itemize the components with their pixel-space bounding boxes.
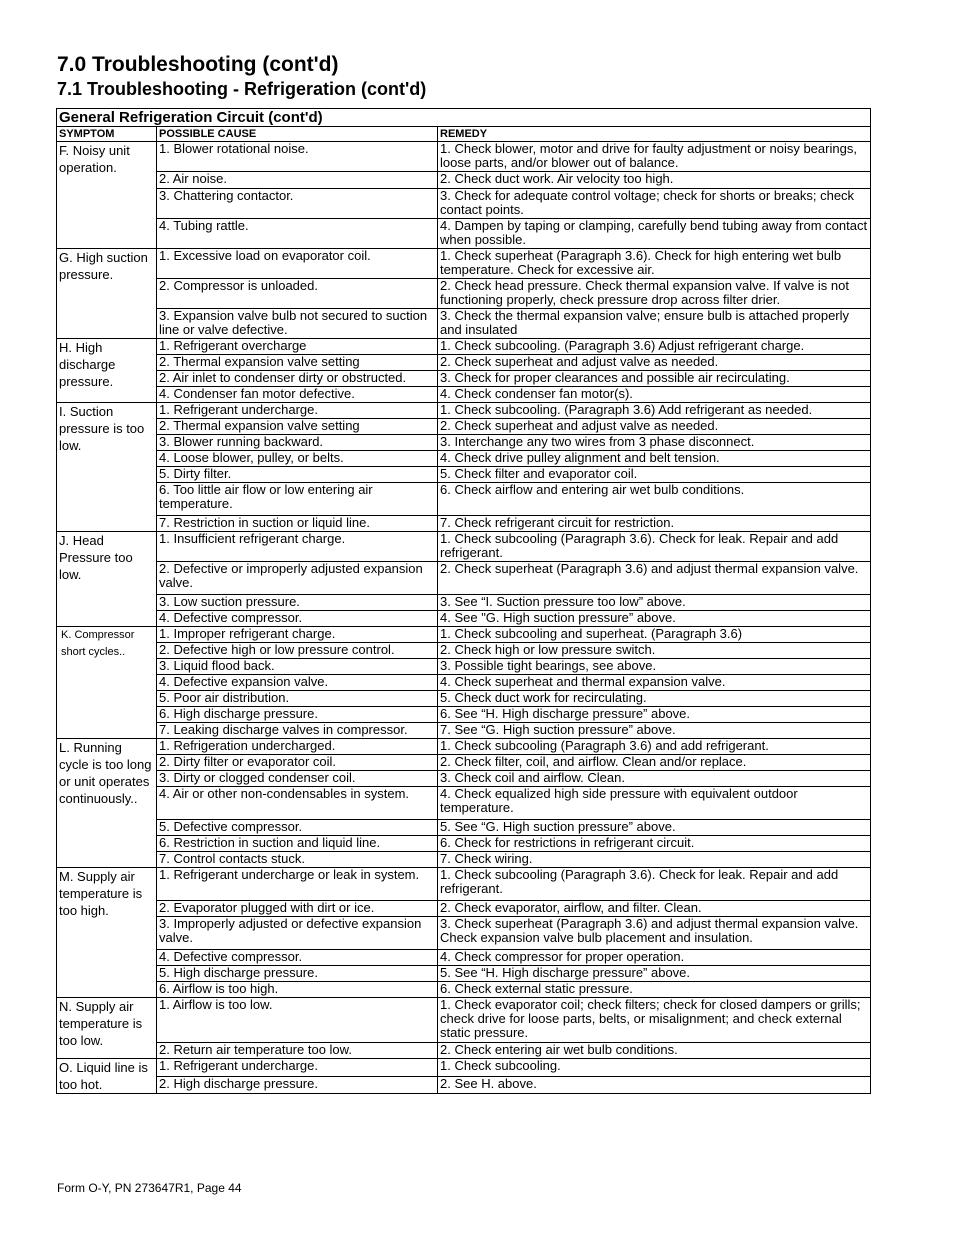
column-header-symptom: SYMPTOM — [57, 127, 157, 142]
table-row — [57, 691, 871, 707]
table-caption: General Refrigeration Circuit (cont'd) — [57, 109, 871, 127]
cause-cell: 4. Condenser fan motor defective. — [157, 387, 438, 403]
cause-cell: 2. High discharge pressure. — [157, 1076, 438, 1094]
cause-cell: 2. Return air temperature too low. — [157, 1043, 438, 1059]
cause-cell: 2. Air noise. — [157, 172, 438, 189]
column-header-remedy: REMEDY — [438, 127, 871, 142]
remedy-cell: 4. Check compressor for proper operation. — [438, 950, 871, 966]
section-subtitle: 7.1 Troubleshooting - Refrigeration (cont'd) — [57, 79, 427, 99]
cause-cell: 1. Refrigerant undercharge or leak in system. — [157, 868, 438, 901]
remedy-cell: 7. Check refrigerant circuit for restriction. — [438, 516, 871, 532]
table-header-row — [57, 127, 871, 142]
table-row — [57, 966, 871, 982]
table-row — [57, 172, 871, 189]
cause-cell: 6. Restriction in suction and liquid line. — [157, 836, 438, 852]
cause-cell: 3. Improperly adjusted or defective expansion valve. — [157, 917, 438, 950]
remedy-cell: 5. Check duct work for recirculating. — [438, 691, 871, 707]
troubleshooting-table — [56, 108, 871, 1094]
table-row — [57, 707, 871, 723]
symptom-cell: G. High suction pressure. — [57, 249, 157, 339]
table-row — [57, 516, 871, 532]
table-row — [57, 219, 871, 249]
remedy-cell: 2. Check duct work. Air velocity too high. — [438, 172, 871, 189]
cause-cell: 1. Blower rotational noise. — [157, 142, 438, 172]
table-row — [57, 451, 871, 467]
table-row — [57, 1043, 871, 1059]
cause-cell: 5. Poor air distribution. — [157, 691, 438, 707]
table-row — [57, 142, 871, 172]
remedy-cell: 2. See H. above. — [438, 1076, 871, 1094]
cause-cell: 3. Dirty or clogged condenser coil. — [157, 771, 438, 787]
remedy-cell: 3. See “I. Suction pressure too low” above. — [438, 595, 871, 611]
cause-cell: 7. Restriction in suction or liquid line. — [157, 516, 438, 532]
cause-cell: 7. Control contacts stuck. — [157, 852, 438, 868]
table-row — [57, 309, 871, 339]
cause-cell: 3. Blower running backward. — [157, 435, 438, 451]
cause-cell: 1. Improper refrigerant charge. — [157, 627, 438, 643]
remedy-cell: 2. Check entering air wet bulb conditions. — [438, 1043, 871, 1059]
remedy-cell: 6. Check for restrictions in refrigerant circuit. — [438, 836, 871, 852]
table-row — [57, 868, 871, 901]
table-row — [57, 532, 871, 562]
remedy-cell: 4. Check condenser fan motor(s). — [438, 387, 871, 403]
remedy-cell: 3. Check superheat (Paragraph 3.6) and adjust thermal expansion valve. Check expansion valve bulb placement and insulation. — [438, 917, 871, 950]
symptom-cell: N. Supply air temperature is too low. — [57, 998, 157, 1059]
remedy-cell: 1. Check blower, motor and drive for faulty adjustment or noisy bearings, loose parts, and/or blower out of balance. — [438, 142, 871, 172]
table-row — [57, 435, 871, 451]
remedy-cell: 1. Check subcooling. (Paragraph 3.6) Adjust refrigerant charge. — [438, 339, 871, 355]
cause-cell: 1. Refrigeration undercharged. — [157, 739, 438, 755]
table-row — [57, 950, 871, 966]
cause-cell: 6. High discharge pressure. — [157, 707, 438, 723]
cause-cell: 3. Liquid flood back. — [157, 659, 438, 675]
remedy-cell: 2. Check head pressure. Check thermal expansion valve. If valve is not functioning properly, check pressure drop across filter drier. — [438, 279, 871, 309]
column-header-possible-cause: POSSIBLE CAUSE — [157, 127, 438, 142]
remedy-cell: 5. See “H. High discharge pressure” above. — [438, 966, 871, 982]
remedy-cell: 5. See “G. High suction pressure” above. — [438, 820, 871, 836]
cause-cell: 2. Dirty filter or evaporator coil. — [157, 755, 438, 771]
remedy-cell: 2. Check filter, coil, and airflow. Clean and/or replace. — [438, 755, 871, 771]
cause-cell: 1. Refrigerant undercharge. — [157, 403, 438, 419]
table-row — [57, 982, 871, 998]
symptom-cell: K. Compressor short cycles.. — [57, 627, 157, 739]
cause-cell: 3. Chattering contactor. — [157, 189, 438, 219]
cause-cell: 4. Tubing rattle. — [157, 219, 438, 249]
remedy-cell: 2. Check superheat and adjust valve as needed. — [438, 355, 871, 371]
symptom-cell: L. Running cycle is too long or unit operates continuously.. — [57, 739, 157, 868]
remedy-cell: 2. Check evaporator, airflow, and filter. Clean. — [438, 901, 871, 917]
table-row — [57, 836, 871, 852]
cause-cell: 4. Defective compressor. — [157, 950, 438, 966]
cause-cell: 1. Excessive load on evaporator coil. — [157, 249, 438, 279]
table-row — [57, 339, 871, 355]
cause-cell: 2. Compressor is unloaded. — [157, 279, 438, 309]
table-row — [57, 249, 871, 279]
cause-cell: 2. Defective or improperly adjusted expansion valve. — [157, 562, 438, 595]
table-row — [57, 787, 871, 820]
table-row — [57, 371, 871, 387]
table-row — [57, 771, 871, 787]
table-row — [57, 723, 871, 739]
table-row — [57, 1059, 871, 1077]
remedy-cell: 1. Check subcooling (Paragraph 3.6). Check for leak. Repair and add refrigerant. — [438, 532, 871, 562]
cause-cell: 3. Expansion valve bulb not secured to suction line or valve defective. — [157, 309, 438, 339]
table-body — [57, 142, 871, 1094]
table-row — [57, 998, 871, 1043]
cause-cell: 6. Airflow is too high. — [157, 982, 438, 998]
table-row — [57, 917, 871, 950]
cause-cell: 2. Air inlet to condenser dirty or obstructed. — [157, 371, 438, 387]
symptom-cell: I. Suction pressure is too low. — [57, 403, 157, 532]
remedy-cell: 3. Check coil and airflow. Clean. — [438, 771, 871, 787]
remedy-cell: 1. Check evaporator coil; check filters; check for closed dampers or grills; check drive for loose parts, belts, or misalignment; and check external static pressure. — [438, 998, 871, 1043]
remedy-cell: 4. Dampen by taping or clamping, carefully bend tubing away from contact when possible. — [438, 219, 871, 249]
remedy-cell: 4. Check equalized high side pressure with equivalent outdoor temperature. — [438, 787, 871, 820]
remedy-cell: 7. Check wiring. — [438, 852, 871, 868]
table-row — [57, 419, 871, 435]
remedy-cell: 3. Possible tight bearings, see above. — [438, 659, 871, 675]
symptom-cell: J. Head Pressure too low. — [57, 532, 157, 627]
symptom-cell: H. High discharge pressure. — [57, 339, 157, 403]
remedy-cell: 2. Check superheat (Paragraph 3.6) and adjust thermal expansion valve. — [438, 562, 871, 595]
page-footer: Form O-Y, PN 273647R1, Page 44 — [57, 1181, 242, 1195]
remedy-cell: 4. Check superheat and thermal expansion valve. — [438, 675, 871, 691]
remedy-cell: 3. Check for adequate control voltage; check for shorts or breaks; check contact points. — [438, 189, 871, 219]
cause-cell: 7. Leaking discharge valves in compressor. — [157, 723, 438, 739]
remedy-cell: 3. Interchange any two wires from 3 phase disconnect. — [438, 435, 871, 451]
table-row — [57, 562, 871, 595]
table-row — [57, 189, 871, 219]
symptom-cell: M. Supply air temperature is too high. — [57, 868, 157, 998]
symptom-cell: O. Liquid line is too hot. — [57, 1059, 157, 1094]
cause-cell: 2. Thermal expansion valve setting — [157, 419, 438, 435]
table-row — [57, 901, 871, 917]
symptom-cell: F. Noisy unit operation. — [57, 142, 157, 249]
table-row — [57, 627, 871, 643]
remedy-cell: 7. See “G. High suction pressure” above. — [438, 723, 871, 739]
table-row — [57, 643, 871, 659]
remedy-cell: 6. See “H. High discharge pressure” above. — [438, 707, 871, 723]
table-row — [57, 611, 871, 627]
cause-cell: 2. Evaporator plugged with dirt or ice. — [157, 901, 438, 917]
cause-cell: 1. Refrigerant overcharge — [157, 339, 438, 355]
table-row — [57, 483, 871, 516]
remedy-cell: 2. Check high or low pressure switch. — [438, 643, 871, 659]
cause-cell: 3. Low suction pressure. — [157, 595, 438, 611]
page-title: 7.0 Troubleshooting (cont'd) — [57, 53, 339, 76]
remedy-cell: 6. Check airflow and entering air wet bulb conditions. — [438, 483, 871, 516]
remedy-cell: 6. Check external static pressure. — [438, 982, 871, 998]
cause-cell: 1. Airflow is too low. — [157, 998, 438, 1043]
remedy-cell: 4. Check drive pulley alignment and belt tension. — [438, 451, 871, 467]
cause-cell: 2. Defective high or low pressure control. — [157, 643, 438, 659]
remedy-cell: 3. Check the thermal expansion valve; ensure bulb is attached properly and insulated — [438, 309, 871, 339]
table-row — [57, 755, 871, 771]
cause-cell: 4. Defective expansion valve. — [157, 675, 438, 691]
cause-cell: 4. Air or other non-condensables in system. — [157, 787, 438, 820]
cause-cell: 6. Too little air flow or low entering air temperature. — [157, 483, 438, 516]
table-row — [57, 820, 871, 836]
remedy-cell: 1. Check subcooling and superheat. (Paragraph 3.6) — [438, 627, 871, 643]
table-row — [57, 355, 871, 371]
table-row — [57, 387, 871, 403]
remedy-cell: 2. Check superheat and adjust valve as needed. — [438, 419, 871, 435]
table-row — [57, 467, 871, 483]
cause-cell: 1. Refrigerant undercharge. — [157, 1059, 438, 1077]
table-row — [57, 403, 871, 419]
table-row — [57, 675, 871, 691]
table-row — [57, 279, 871, 309]
cause-cell: 4. Loose blower, pulley, or belts. — [157, 451, 438, 467]
remedy-cell: 1. Check subcooling. (Paragraph 3.6) Add refrigerant as needed. — [438, 403, 871, 419]
cause-cell: 5. Dirty filter. — [157, 467, 438, 483]
remedy-cell: 3. Check for proper clearances and possible air recirculating. — [438, 371, 871, 387]
cause-cell: 5. High discharge pressure. — [157, 966, 438, 982]
table-row — [57, 739, 871, 755]
remedy-cell: 5. Check filter and evaporator coil. — [438, 467, 871, 483]
table-row — [57, 1076, 871, 1094]
remedy-cell: 1. Check superheat (Paragraph 3.6). Check for high entering wet bulb temperature. Check for excessive air. — [438, 249, 871, 279]
table-caption-row — [57, 109, 871, 127]
cause-cell: 4. Defective compressor. — [157, 611, 438, 627]
cause-cell: 5. Defective compressor. — [157, 820, 438, 836]
cause-cell: 1. Insufficient refrigerant charge. — [157, 532, 438, 562]
remedy-cell: 1. Check subcooling (Paragraph 3.6) and add refrigerant. — [438, 739, 871, 755]
remedy-cell: 4. See "G. High suction pressure” above. — [438, 611, 871, 627]
remedy-cell: 1. Check subcooling. — [438, 1059, 871, 1077]
remedy-cell: 1. Check subcooling (Paragraph 3.6). Check for leak. Repair and add refrigerant. — [438, 868, 871, 901]
table-row — [57, 595, 871, 611]
table-row — [57, 852, 871, 868]
table-row — [57, 659, 871, 675]
cause-cell: 2. Thermal expansion valve setting — [157, 355, 438, 371]
